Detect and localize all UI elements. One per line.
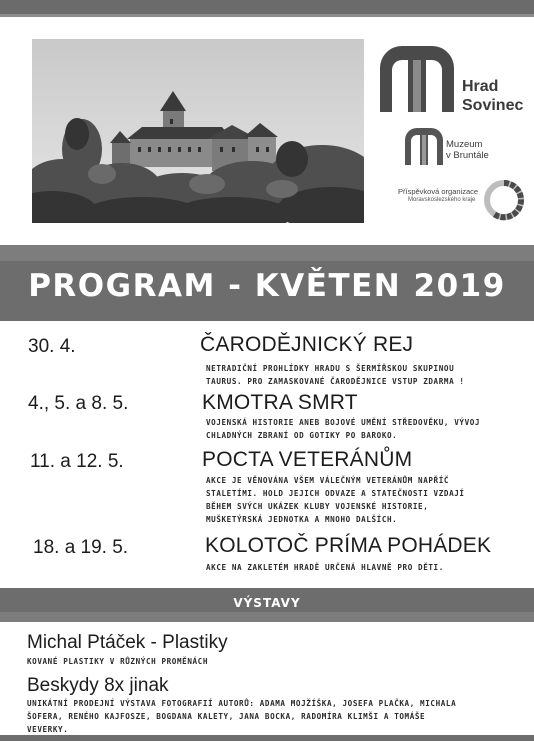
kraj-circle-icon bbox=[482, 178, 526, 222]
event-date: 4., 5. a 8. 5. bbox=[28, 393, 129, 414]
muzeum-bruntal-logo bbox=[404, 127, 524, 169]
hrad-sovinec-logo bbox=[378, 44, 528, 114]
event-name: POCTA VETERÁNŮM bbox=[202, 448, 413, 471]
event-description: AKCE NA ZAKLETÉM HRADĚ URČENÁ HLAVNĚ PRO DĚTI. bbox=[206, 563, 444, 572]
event-name: KMOTRA SMRT bbox=[202, 391, 358, 414]
exhibition-title: Beskydy 8x jinak bbox=[27, 675, 169, 696]
event-date: 30. 4. bbox=[28, 336, 76, 357]
exhibition-title: Michal Ptáček - Plastiky bbox=[27, 632, 228, 653]
event-date: 11. a 12. 5. bbox=[30, 451, 124, 472]
prispevkova-organizace-logo bbox=[398, 176, 528, 224]
event-description: VOJENSKÁ HISTORIE ANEB BOJOVÉ UMĚNÍ STŘEDOVĚKU, VÝVOJ CHLADNÝCH ZBRANÍ OD GOTIKY PO BAROKO. bbox=[206, 418, 481, 440]
top-bar bbox=[0, 0, 534, 17]
hrad-sovinec-text: Hrad Sovinec bbox=[462, 78, 524, 114]
moravskoslezsky-kraj-text: Moravskoslezského kraje bbox=[408, 197, 476, 203]
event-name: ČARODĚJNICKÝ REJ bbox=[200, 333, 414, 356]
exhibition-description: UNIKÁTNÍ PRODEJNÍ VÝSTAVA FOTOGRAFIÍ AUTORŮ: ADAMA MOJŽÍŠKA, JOSEFA PLAČKA, MICHALA ŠOFERA, RENÉHO KAJFOSZE, BOGDANA KALETY, JANA BOCKA, RADOMÍRA KLIMŠI A TOMÁŠE VEVERKY. bbox=[27, 699, 457, 734]
program-title: PROGRAM - KVĚTEN 2019 bbox=[28, 268, 506, 304]
event-date: 18. a 19. 5. bbox=[33, 537, 129, 558]
exhibition-description: KOVANÉ PLASTIKY V RŮZNÝCH PROMĚNÁCH bbox=[27, 657, 209, 666]
hrad-sovinec-emblem-icon bbox=[378, 44, 456, 114]
exhibitions-title: VÝSTAVY bbox=[233, 596, 301, 610]
event-description: NETRADIČNÍ PROHLÍDKY HRADU S ŠERMÍŘSKOU SKUPINOU TAURUS. PRO ZAMASKOVANÉ ČARODĚJNICE VSTUP ZDARMA ! bbox=[206, 364, 465, 386]
muzeum-text: Muzeum v Bruntále bbox=[446, 139, 489, 161]
prispevkova-organizace-text: Příspěvková organizace bbox=[398, 187, 479, 196]
bottom-bar bbox=[0, 735, 534, 741]
castle-photo bbox=[32, 39, 364, 223]
muzeum-emblem-icon bbox=[404, 127, 444, 167]
event-description: AKCE JE VĚNOVÁNA VŠEM VÁLEČNÝM VETERÁNŮM NAPŘÍČ STALETÍMI. HOLD JEJICH ODVAZE A STATEČNOSTI VZDAJÍ BĚHEM SVÝCH UKÁZEK KLUBY VOJENSKÉ HISTORIE, MUŠKETÝRSKÁ JEDNOTKA A MNOHO DALŠÍCH. bbox=[206, 476, 465, 524]
event-name: KOLOTOČ PRÍMA POHÁDEK bbox=[205, 534, 492, 557]
